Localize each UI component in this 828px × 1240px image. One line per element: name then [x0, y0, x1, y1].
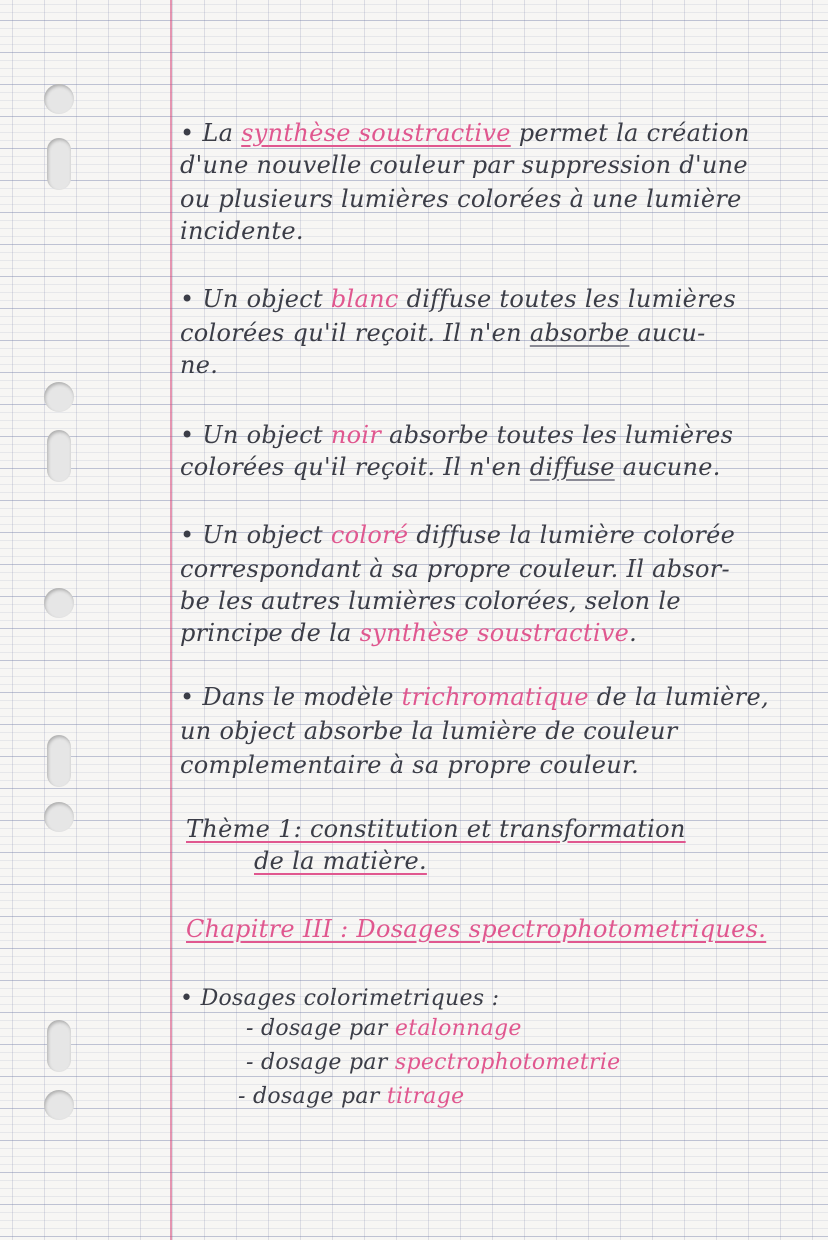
- term-highlight: titrage: [386, 1084, 465, 1109]
- paragraph-4-line-4: principe de la synthèse soustractive.: [180, 619, 638, 647]
- paragraph-1-line-1: • La synthèse soustractive permet la création: [180, 119, 750, 147]
- dosage-item: - dosage par etalonnage: [246, 1016, 522, 1041]
- bullet: •: [180, 521, 195, 549]
- paragraph-2-line-2: colorées qu'il reçoit. Il n'en absorbe aucu-: [180, 319, 706, 347]
- term-highlight: spectrophotometrie: [394, 1050, 621, 1075]
- underlined-word: diffuse: [529, 453, 615, 481]
- paragraph-3-line-1: • Un object noir absorbe toutes les lumières: [180, 421, 734, 449]
- term-highlight: trichromatique: [401, 683, 589, 711]
- term-highlight: blanc: [330, 285, 399, 313]
- bullet: •: [180, 119, 195, 147]
- term-highlight: synthèse soustractive: [241, 119, 511, 147]
- paragraph-1-line-2: d'une nouvelle couleur par suppression d'une: [180, 151, 748, 179]
- paragraph-4-line-1: • Un object coloré diffuse la lumière colorée: [180, 521, 736, 549]
- paragraph-1-line-3: ou plusieurs lumières colorées à une lumière: [180, 185, 742, 213]
- paragraph-5-line-2: un object absorbe la lumière de couleur: [180, 717, 678, 745]
- theme-heading-line-1: Thème 1: constitution et transformation: [186, 815, 686, 843]
- paragraph-2-line-3: ne.: [180, 351, 219, 379]
- paragraph-4-line-3: be les autres lumières colorées, selon le: [180, 587, 681, 615]
- term-highlight: synthèse soustractive: [359, 619, 630, 647]
- term-highlight: etalonnage: [394, 1016, 522, 1041]
- dosage-item: - dosage par titrage: [238, 1084, 465, 1109]
- term-highlight: coloré: [330, 521, 409, 549]
- underlined-word: absorbe: [529, 319, 630, 347]
- bullet: •: [180, 285, 195, 313]
- paragraph-4-line-2: correspondant à sa propre couleur. Il absor-: [180, 555, 730, 583]
- bullet: •: [180, 683, 195, 711]
- paragraph-2-line-1: • Un object blanc diffuse toutes les lumières: [180, 285, 737, 313]
- paragraph-5-line-3: complementaire à sa propre couleur.: [180, 751, 640, 779]
- paragraph-5-line-1: • Dans le modèle trichromatique de la lumière,: [180, 683, 769, 711]
- theme-heading-line-2: de la matière.: [254, 847, 427, 875]
- dosage-item: - dosage par spectrophotometrie: [246, 1050, 621, 1075]
- paragraph-1-line-4: incidente.: [180, 217, 304, 245]
- bullet: •: [180, 421, 195, 449]
- chapter-heading: Chapitre III : Dosages spectrophotometriques.: [186, 915, 767, 943]
- term-highlight: noir: [330, 421, 382, 449]
- paragraph-3-line-2: colorées qu'il reçoit. Il n'en diffuse aucune.: [180, 453, 721, 481]
- dosages-heading: • Dosages colorimetriques :: [180, 986, 500, 1011]
- bullet: •: [180, 986, 194, 1011]
